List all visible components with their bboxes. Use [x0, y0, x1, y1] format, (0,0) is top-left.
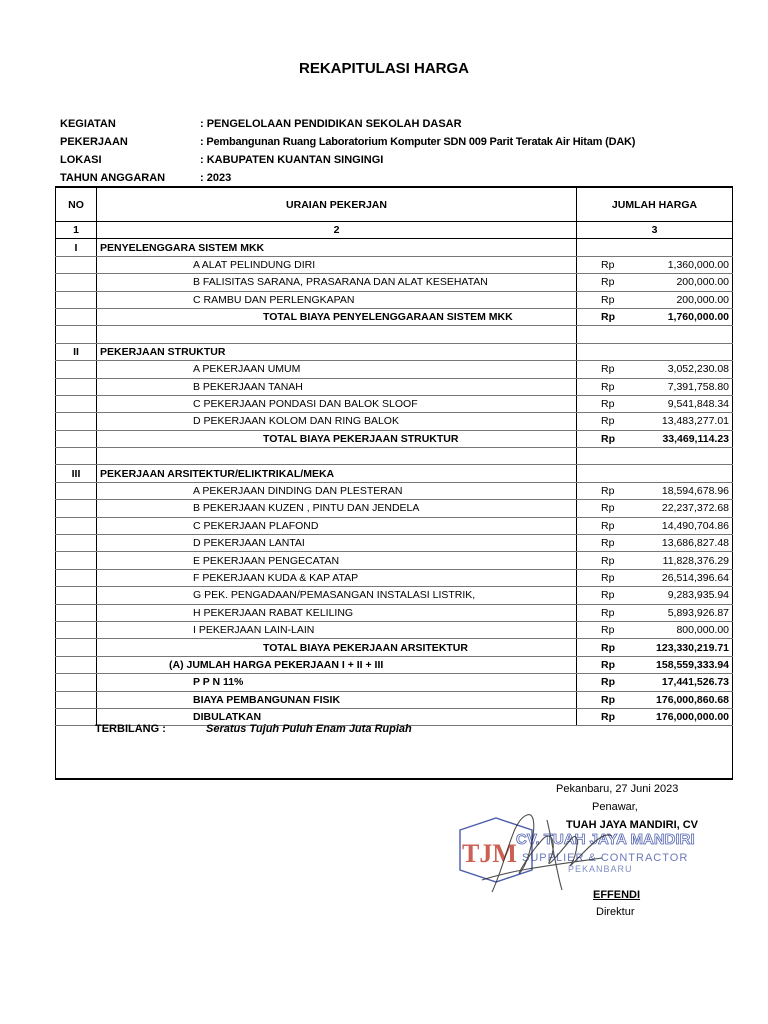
info-lokasi: LOKASI : KABUPATEN KUANTAN SINGINGI	[60, 154, 384, 166]
signature-name: EFFENDI	[593, 889, 641, 901]
table-row: D PEKERJAAN LANTAI Rp 13,686,827.48	[56, 535, 733, 552]
table-row: A PEKERJAAN DINDING DAN PLESTERAN Rp 18,594,678.96	[56, 482, 733, 499]
signature-role: Penawar,	[592, 801, 638, 813]
table-row: C RAMBU DAN PERLENGKAPAN Rp 200,000.00	[56, 291, 733, 308]
rekap-table	[55, 186, 733, 780]
summary-jumlah-row: (A) JUMLAH HARGA PEKERJAAN I + II + III Rp 158,559,333.94	[56, 656, 733, 673]
summary-dibulatkan-row: DIBULATKAN Rp 176,000,000.00	[56, 708, 733, 725]
header-jumlah: JUMLAH HARGA	[577, 187, 733, 222]
section-row: III PEKERJAAN ARSITEKTUR/ELIKTRIKAL/MEKA	[56, 465, 733, 482]
header-uraian: URAIAN PEKERJAN	[97, 187, 577, 222]
total-row: TOTAL BIAYA PEKERJAAN ARSITEKTUR Rp 123,330,219.71	[56, 639, 733, 656]
spacer-row	[56, 326, 733, 343]
table-row: B PEKERJAAN TANAH Rp 7,391,758.80	[56, 378, 733, 395]
info-tahun: TAHUN ANGGARAN : 2023	[60, 172, 232, 184]
summary-ppn-row: P P N 11% Rp 17,441,526.73	[56, 674, 733, 691]
section-row: I PENYELENGGARA SISTEM MKK	[56, 239, 733, 256]
table-row: B PEKERJAAN KUZEN , PINTU DAN JENDELA Rp 22,237,372.68	[56, 500, 733, 517]
stamp-line1: CV. TUAH JAYA MANDIRI	[516, 831, 695, 848]
total-row: TOTAL BIAYA PEKERJAAN STRUKTUR Rp 33,469,114.23	[56, 430, 733, 447]
total-row: TOTAL BIAYA PENYELENGGARAAN SISTEM MKK Rp 1,760,000.00	[56, 308, 733, 325]
signature-company: TUAH JAYA MANDIRI, CV	[566, 819, 699, 831]
table-row: C PEKERJAAN PLAFOND Rp 14,490,704.86	[56, 517, 733, 534]
spacer-row	[56, 448, 733, 465]
company-stamp	[452, 800, 712, 900]
table-row: C PEKERJAAN PONDASI DAN BALOK SLOOF Rp 9,541,848.34	[56, 395, 733, 412]
info-kegiatan: KEGIATAN : PENGELOLAAN PENDIDIKAN SEKOLAH DASAR	[60, 118, 462, 130]
summary-biaya-row: BIAYA PEMBANGUNAN FISIK Rp 176,000,860.68	[56, 691, 733, 708]
stamp-line2: SUPPLIER & CONTRACTOR	[522, 852, 689, 864]
table-row: A PEKERJAAN UMUM Rp 3,052,230.08	[56, 361, 733, 378]
table-header-row	[56, 187, 733, 222]
table-row: G PEK. PENGADAAN/PEMASANGAN INSTALASI LISTRIK, Rp 9,283,935.94	[56, 587, 733, 604]
signature-title: Direktur	[596, 906, 635, 918]
section-row: II PEKERJAAN STRUKTUR	[56, 343, 733, 360]
table-row: I PEKERJAAN LAIN-LAIN Rp 800,000.00	[56, 621, 733, 638]
table-row: B FALISITAS SARANA, PRASARANA DAN ALAT KESEHATAN Rp 200,000.00	[56, 274, 733, 291]
signature-place-date: Pekanbaru, 27 Juni 2023	[556, 783, 679, 795]
table-row: E PEKERJAAN PENGECATAN Rp 11,828,376.29	[56, 552, 733, 569]
table-row: F PEKERJAAN KUDA & KAP ATAP Rp 26,514,396.64	[56, 569, 733, 586]
stamp-line3: PEKANBARU	[568, 864, 633, 874]
table-row: H PEKERJAAN RABAT KELILING Rp 5,893,926.87	[56, 604, 733, 621]
stamp-logo: TJM	[462, 839, 517, 868]
document-title: REKAPITULASI HARGA	[298, 60, 469, 77]
table-row: D PEKERJAAN KOLOM DAN RING BALOK Rp 13,483,277.01	[56, 413, 733, 430]
header-no: NO	[56, 187, 97, 222]
terbilang-value: Seratus Tujuh Puluh Enam Juta Rupiah	[206, 723, 412, 735]
info-pekerjaan: PEKERJAAN : Pembangunan Ruang Laboratorium Komputer SDN 009 Parit Teratak Air Hitam (DAK)	[60, 136, 636, 148]
terbilang-label: TERBILANG :	[95, 723, 166, 735]
table-colnum-row: 1 2 3	[56, 222, 733, 239]
table-row: A ALAT PELINDUNG DIRI Rp 1,360,000.00	[56, 256, 733, 273]
